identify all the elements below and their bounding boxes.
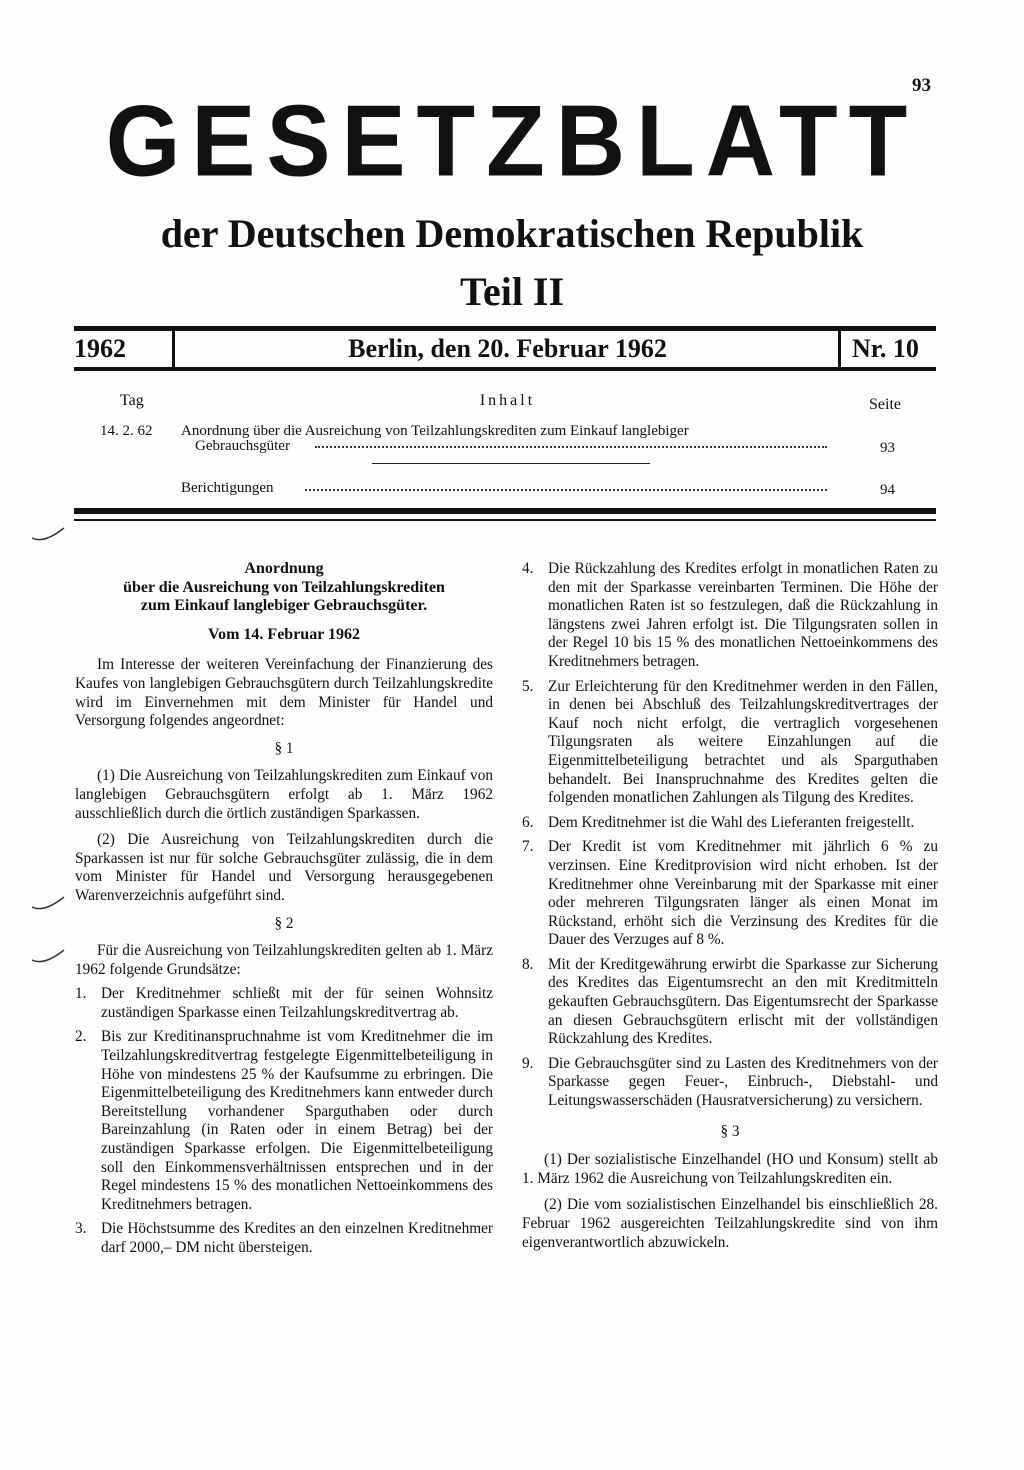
- issue-number: Nr. 10: [852, 334, 919, 363]
- toc-entry-date: 14. 2. 62: [100, 423, 153, 439]
- toc-entry-title[interactable]: Berichtigungen: [181, 480, 274, 496]
- header-divider: [172, 328, 175, 370]
- masthead-subtitle: der Deutschen Demokratischen Republik: [160, 211, 864, 256]
- section-heading: § 3: [720, 1122, 740, 1140]
- preamble: Im Interesse der weiteren Vereinfachung der Finanzierung des Kaufes von langlebigen Gebrauchsgütern durch Teilzahlungskredite wird im Einvernehmen mit dem Minister für Handel und Versorgung folgendes angeordnet:: [75, 656, 493, 730]
- toc-separator: [372, 463, 650, 464]
- section-heading: § 1: [274, 739, 294, 757]
- toc-col-page: Seite: [869, 396, 901, 413]
- list-item: 6. Dem Kreditnehmer ist die Wahl des Lieferanten freigestellt.: [522, 813, 915, 831]
- masthead-title: GESETZBLATT: [105, 85, 919, 198]
- toc-col-day: Tag: [120, 392, 144, 409]
- issue-date: Berlin, den 20. Februar 1962: [348, 334, 667, 363]
- paragraph: (1) Die Ausreichung von Teilzahlungskrediten zum Einkauf von langlebigen Gebrauchsgütern erfolgt ab 1. März 1962 ausschließlich durch die örtlich zuständigen Sparkassen.: [75, 767, 493, 822]
- paragraph: (1) Der sozialistische Einzelhandel (HO und Konsum) stellt ab 1. März 1962 die Ausreichung von Teilzahlungskrediten ein.: [522, 1151, 938, 1187]
- list-item: 9. Die Gebrauchsgüter sind zu Lasten des Kreditnehmers von der Sparkasse gegen Feuer-, Einbruch-, Diebstahl- und Leitungswasserschäden (Hausratversicherung) zu versichern.: [522, 1054, 938, 1110]
- paragraph: Für die Ausreichung von Teilzahlungskrediten gelten ab 1. März 1962 folgende Grundsätze:: [75, 942, 493, 978]
- article-left-column: [75, 560, 493, 1258]
- pencil-check-mark: [30, 946, 66, 966]
- pencil-check-mark: [30, 893, 66, 913]
- part-label: Teil II: [459, 269, 565, 314]
- article-date: Vom 14. Februar 1962: [208, 625, 360, 643]
- header-rule-top: [74, 326, 936, 331]
- pencil-check-mark: [30, 524, 66, 544]
- article-title: über die Ausreichung von Teilzahlungskrediten: [123, 578, 445, 596]
- article-title: zum Einkauf langlebiger Gebrauchsgüter.: [140, 597, 428, 615]
- page-number: 93: [912, 75, 931, 96]
- list-item: 7. Der Kredit ist vom Kreditnehmer mit jährlich 6 % zu verzinsen. Eine Kreditprovision wird nicht erhoben. Ist der Kreditnehmer ohne Vereinbarung mit der Sparkasse mit einer oder mehreren Tilgungsraten länger als einen Monat im Rückstand, erhöht sich die Verzinsung des Kredites für die Dauer des Verzuges auf 8 %.: [522, 838, 938, 949]
- paragraph: (2) Die vom sozialistischen Einzelhandel bis einschließlich 28. Februar 1962 ausgereichten Teilzahlungskredite sind von ihm eigenverantwortlich abzuwickeln.: [522, 1196, 938, 1251]
- toc-title: Inhalt: [479, 392, 536, 409]
- header-rule-bottom: [74, 367, 936, 371]
- toc-leader-dots: [305, 489, 827, 491]
- section-rule: [74, 508, 936, 514]
- toc-entry-title[interactable]: Anordnung über die Ausreichung von Teilzahlungskrediten zum Einkauf langlebiger: [181, 423, 689, 439]
- article-title: Anordnung: [244, 560, 324, 577]
- paragraph: (2) Die Ausreichung von Teilzahlungskrediten durch die Sparkassen ist nur für solche Gebrauchsgüter zulässig, die in dem vom Minister für Handel und Versorgung herausgegebenen Warenverzeichnis aufgeführt sind.: [75, 831, 493, 904]
- issue-year: 1962: [74, 334, 126, 363]
- header-divider: [838, 328, 841, 370]
- list-item: 2. Bis zur Kreditinanspruchnahme ist vom Kreditnehmer die im Teilzahlungskreditvertrag festgelegte Eigenmittelbeteiligung in Höhe von mindestens 25 % der Kaufsumme zu erbringen. Die Eigenmittelbeteiligung des Kreditnehmers kann entweder durch Bereitstellung vorhandener Sparguthaben oder durch Bareinzahlung (in Raten oder in einem Betrag) bei der zuständigen Sparkasse erfolgen. Die Eigenmittelbeteiligung soll den Einkommensverhältnissen entsprechen und in der Regel mindestens 15 % des monatlichen Nettoeinkommens des Kreditnehmers betragen.: [75, 1028, 493, 1213]
- section-rule: [74, 519, 936, 521]
- list-item: 8. Mit der Kreditgewährung erwirbt die Sparkasse zur Sicherung des Kredites das Eigentumsrecht an den mit Kreditmitteln gekauften Gebrauchsgütern. Das Eigentumsrecht der Sparkasse an diesen Gebrauchsgütern erlischt mit der vollständigen Rückzahlung des Kredites.: [522, 955, 938, 1048]
- toc-entry-page: 94: [880, 482, 895, 498]
- toc-entry-title-cont[interactable]: Gebrauchsgüter: [195, 438, 290, 454]
- list-item: 1. Der Kreditnehmer schließt mit der für seinen Wohnsitz zuständigen Sparkasse einen Teilzahlungskreditvertrag ab.: [75, 985, 493, 1021]
- article-right-column: [522, 560, 938, 1252]
- toc-leader-dots: [315, 446, 827, 448]
- toc-entry-page: 93: [880, 440, 895, 456]
- list-item: 5. Zur Erleichterung für den Kreditnehmer werden in den Fällen, in denen bei Abschluß des Teilzahlungskreditvertrages der Kauf noch nicht erfolgt, die vertraglich vorgesehenen Tilgungsraten als weitere Einzahlungen auf die Eigenmittelbeteiligung betrachtet und als Sparguthaben behandelt. Bei Inanspruchnahme des Kredites gelten die folgenden monatlichen Zahlungen als Tilgung des Kredites.: [522, 677, 938, 807]
- list-item: 3. Die Höchstsumme des Kredites an den einzelnen Kreditnehmer darf 2000,– DM nicht übersteigen.: [75, 1220, 493, 1256]
- list-item: 4. Die Rückzahlung des Kredites erfolgt in monatlichen Raten zu den mit der Sparkasse vereinbarten Terminen. Die Höhe der monatlichen Raten ist so festzulegen, daß die Rückzahlung in längstens zwei Jahren erfolgt ist. Die Tilgungsraten sollen in der Regel 10 bis 15 % des monatlichen Nettoeinkommens des Kreditnehmers betragen.: [522, 560, 938, 670]
- section-heading: § 2: [274, 914, 294, 932]
